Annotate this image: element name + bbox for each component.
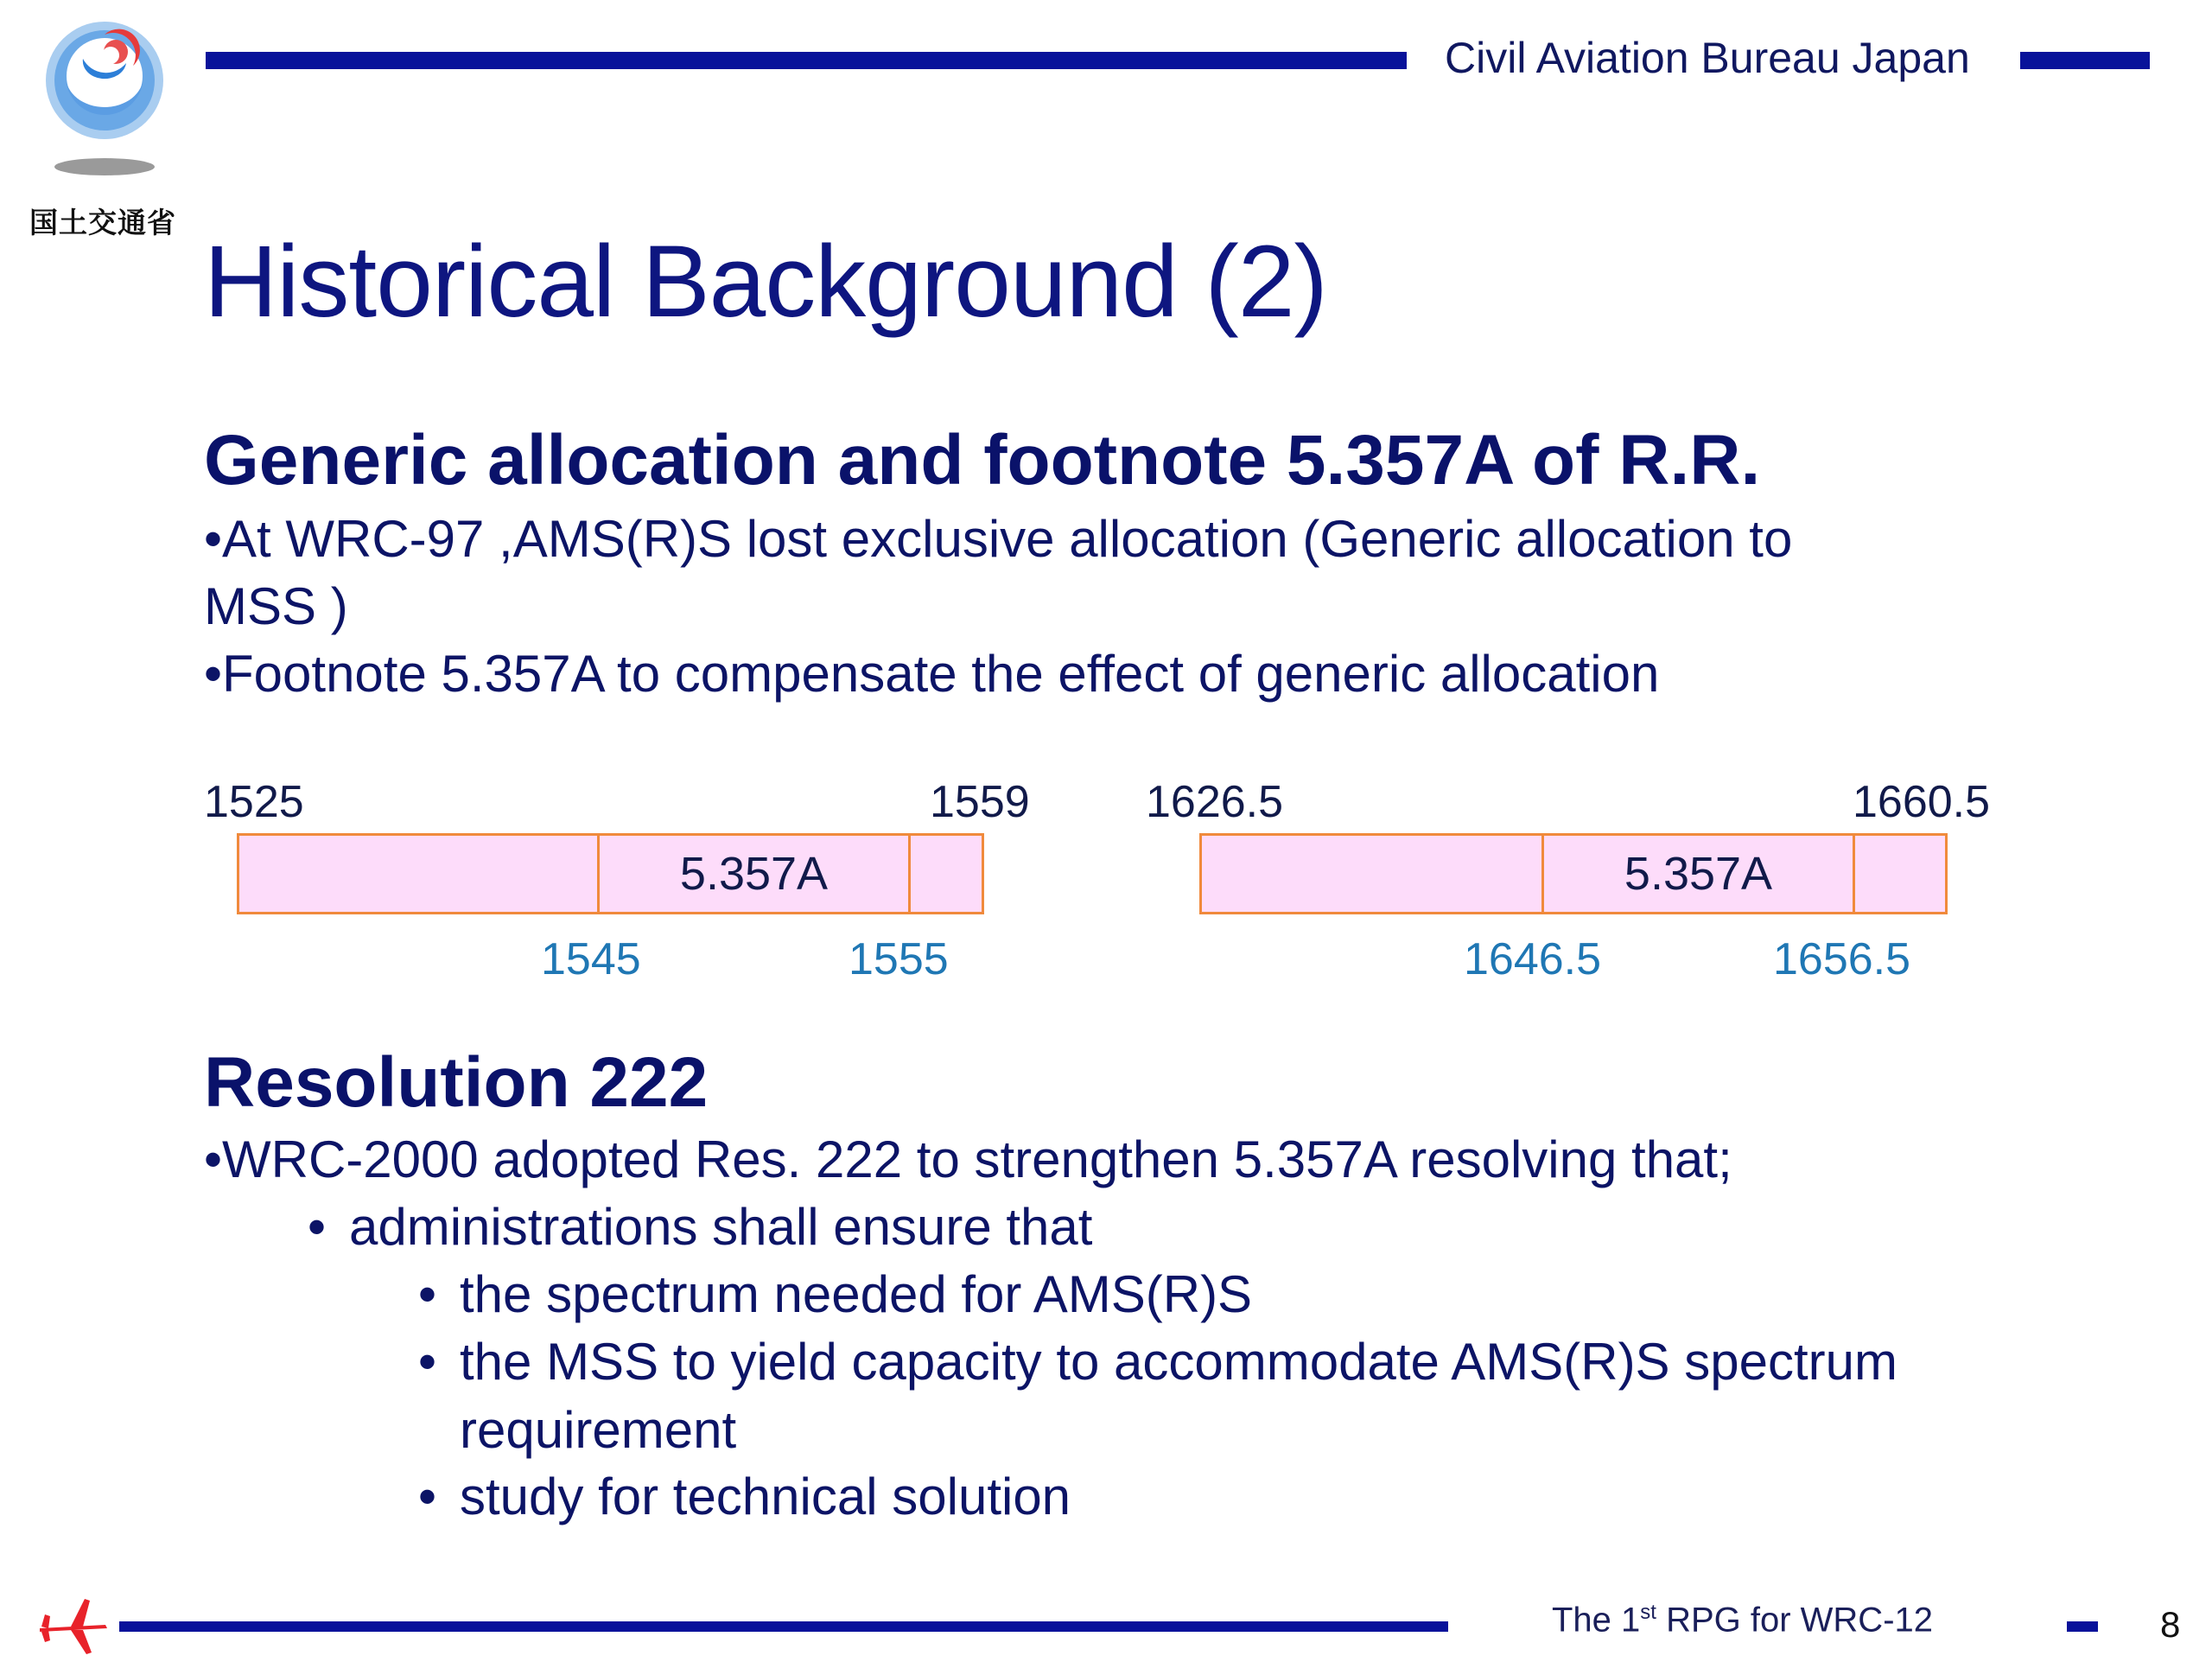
ministry-label: 国土交通省 xyxy=(29,207,176,239)
band-left-segment-generic xyxy=(237,833,600,914)
bullet-text: •At WRC-97 ,AMS(R)S lost exclusive allocation (Generic allocation to xyxy=(204,510,1793,568)
header-organization: Civil Aviation Bureau Japan xyxy=(1445,34,1970,82)
section-heading-generic-allocation: Generic allocation and footnote 5.357A of R.R. xyxy=(204,421,1761,500)
sub-bullet-text: administrations shall ensure that xyxy=(349,1198,1093,1256)
airplane-icon xyxy=(36,1595,109,1658)
slide-title: Historical Background (2) xyxy=(204,225,1327,339)
bullet-text: •WRC-2000 adopted Res. 222 to strengthen 5.357A resolving that; xyxy=(204,1130,1732,1188)
sub-bullet-level2: • the MSS to yield capacity to accommodate AMS(R)S spectrum requirement xyxy=(418,1328,2043,1464)
band-right-end-label: 1660.5 xyxy=(1853,777,1991,827)
header-rule xyxy=(206,52,1407,69)
section-heading-resolution-222: Resolution 222 xyxy=(204,1043,709,1122)
header-rule-short xyxy=(2020,52,2150,69)
sub-bullet-text: the MSS to yield capacity to accommodate AMS(R)S spectrum requirement xyxy=(460,1333,1897,1459)
bullet-text-continued: MSS ) xyxy=(204,577,348,635)
band-left-sub-end-label: 1555 xyxy=(849,934,949,984)
band-right-start-label: 1626.5 xyxy=(1146,777,1284,827)
mlit-logo-icon xyxy=(31,16,178,180)
band-right-segment-label: 5.357A xyxy=(1624,848,1773,900)
band-left-segment-upper xyxy=(908,833,984,914)
band-right-segment-upper xyxy=(1853,833,1948,914)
band-right-sub-end-label: 1656.5 xyxy=(1773,934,1911,984)
footer-event: The 1st RPG for WRC-12 xyxy=(1552,1601,1934,1640)
band-right-segment-5357a xyxy=(1541,833,1855,914)
band-right-segment-generic xyxy=(1199,833,1544,914)
bullet-text: •Footnote 5.357A to compensate the effect of generic allocation xyxy=(204,645,1660,703)
footer-rule xyxy=(119,1621,1448,1632)
band-left-sub-start-label: 1545 xyxy=(541,934,641,984)
sub-bullet-text: study for technical solution xyxy=(460,1468,1071,1525)
band-left-segment-5357a xyxy=(597,833,911,914)
sub-bullet-level1: • administrations shall ensure that xyxy=(308,1193,1092,1261)
sub-bullet-text: the spectrum needed for AMS(R)S xyxy=(460,1265,1253,1323)
band-left-start-label: 1525 xyxy=(204,777,304,827)
page-number: 8 xyxy=(2160,1604,2181,1645)
band-right-sub-start-label: 1646.5 xyxy=(1464,934,1602,984)
sub-bullet-level2: • study for technical solution xyxy=(418,1462,1071,1531)
sub-bullet-level2: • the spectrum needed for AMS(R)S xyxy=(418,1260,1252,1328)
band-left-end-label: 1559 xyxy=(930,777,1030,827)
footer-rule-short xyxy=(2067,1621,2098,1632)
band-left-segment-label: 5.357A xyxy=(679,848,829,900)
